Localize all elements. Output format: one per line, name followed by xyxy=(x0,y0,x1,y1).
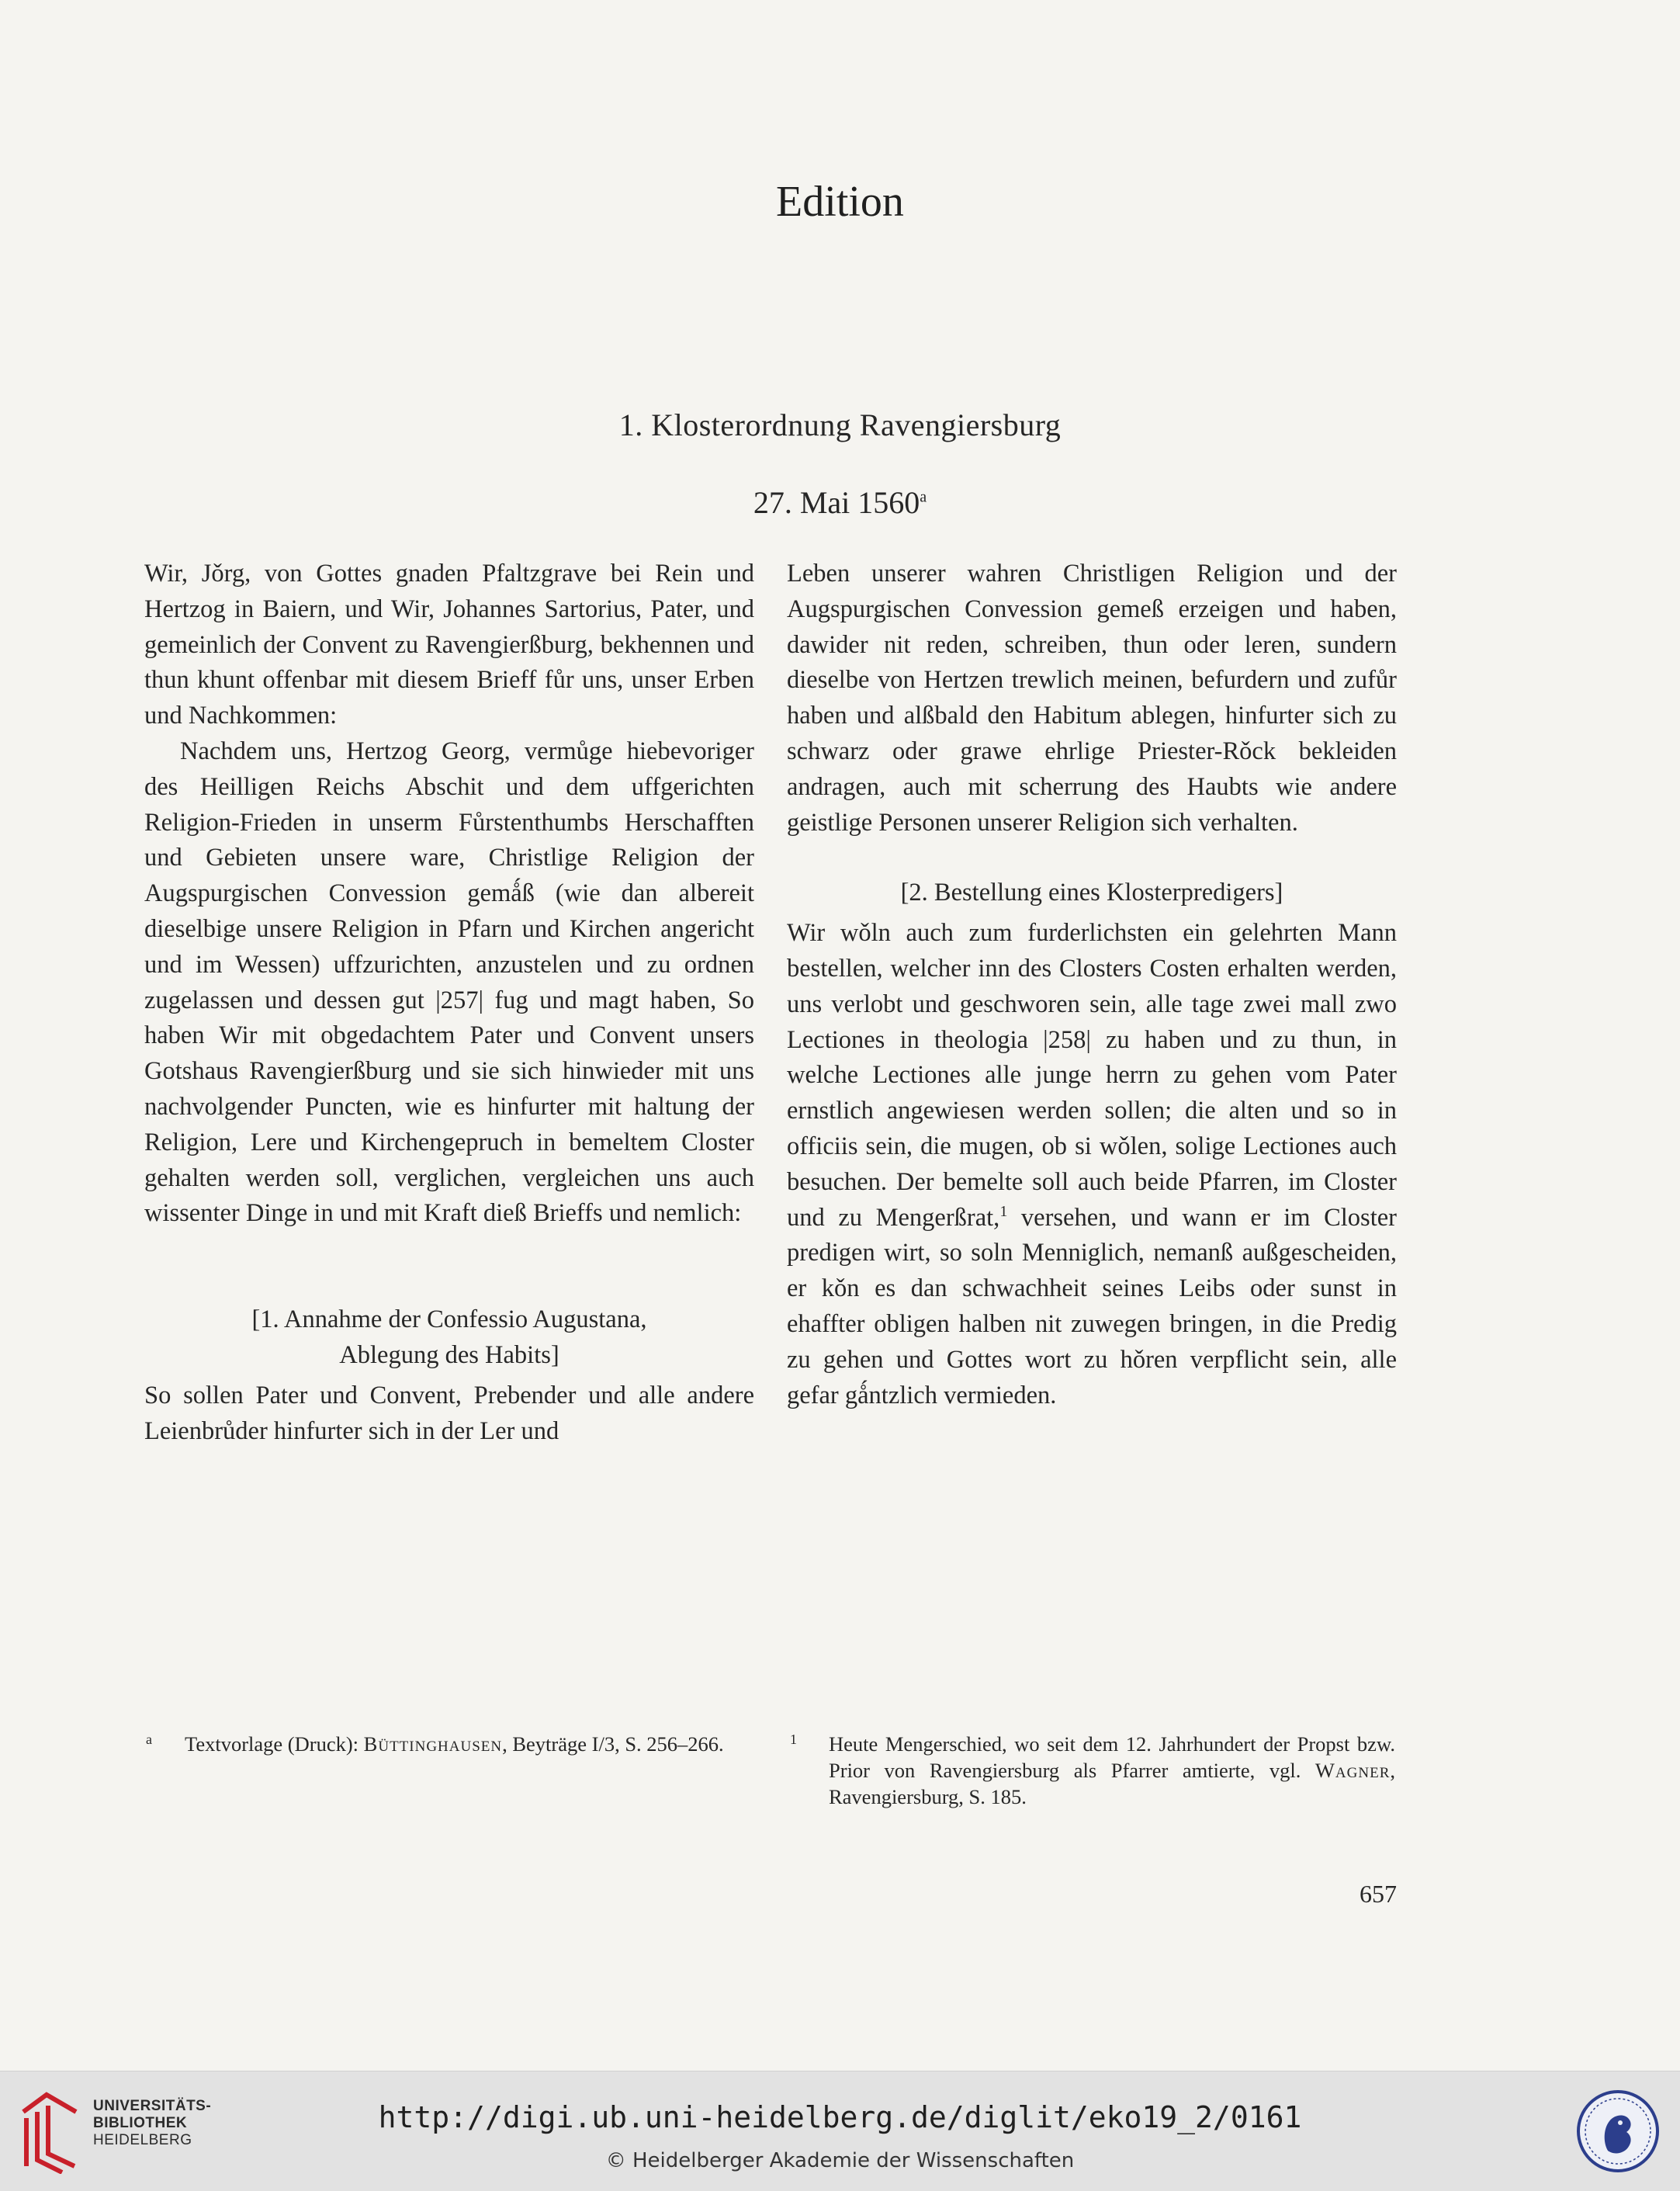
right-column xyxy=(787,556,1397,1413)
section-heading-2: [2. Bestellung eines Klosterpredigers] xyxy=(900,879,1283,907)
footnote-a xyxy=(146,1731,753,1757)
paragraph-intro: Wir, Jǒrg, von Gottes gnaden Pfaltzgrave bei Rein und Hertzog in Baiern, und Wir, Johannes Sartorius, Pater, und gemeinlich der Convent zu Ravengierßburg, bekhennen und thun khunt offenbar mit diesem Brieff fůr uns, unser Erben und Nachkommen: xyxy=(144,560,754,730)
date-text: 27. Mai 1560 xyxy=(753,485,920,520)
left-column xyxy=(144,556,754,1449)
permalink-url[interactable]: http://digi.ub.uni-heidelberg.de/diglit/eko19_2/0161 xyxy=(378,2100,1302,2134)
footnote-1-mark: 1 xyxy=(790,1732,797,1747)
footnote-a-post: , Beyträge I/3, S. 256–266. xyxy=(502,1732,724,1756)
library-name-line3: HEIDELBERG xyxy=(93,2132,192,2148)
library-name-line2: BIBLIOTHEK xyxy=(93,2115,188,2131)
paragraph-preamble: Nachdem uns, Hertzog Georg, vermůge hiebevoriger des Heilligen Reichs Abschit und dem uffgerichten Religion-Frieden in unserm Fůrstenthumbs Herschafften und Gebieten unsere ware, Christlige Religion der Augspurgischen Convession gemǻß (wie dan albereit dieselbige unsere Religion in Pfarn und Kirchen angericht und im Wessen) uffzurichten, anzustelen und zu ordnen zugelassen und dessen gut |257| fug und magt haben, So haben Wir mit obgedachtem Pater und Convent unsers Gotshaus Ravengierßburg und sie sich hinwieder mit uns nachvolgender Puncten, wie es hinfurter mit haltung der Religion, Lere und Kirchengepruch in bemeltem Closter gehalten werden soll, verglichen, vergleichen uns auch wissenter Dinge in und mit Kraft dieß Brieffs und nemlich: xyxy=(144,737,754,1228)
footnote-a-pre: Textvorlage (Druck): xyxy=(185,1732,364,1756)
section-heading-1-line2: Ablegung des Habits] xyxy=(339,1340,559,1369)
paragraph-section-1-cont: Leben unserer wahren Christligen Religion und der Augspurgischen Convession gemeß erzeigen und haben, dawider nit reden, schreiben, thun oder leren, sundern dieselbe von Hertzen trewlich meinen, befurdern und zufůr haben und alßbald den Habitum ablegen, hinfurter sich zu schwarz oder grawe ehrlige Priester-Rǒck bekleiden andragen, auch mit scherrung des Haubts wie andere geistlige Personen unserer Religion sich verhalten. xyxy=(787,560,1397,837)
footnote-1-text xyxy=(807,1731,1395,1810)
footnote-a-text xyxy=(163,1731,753,1757)
footnote-1-author: Wagner xyxy=(1315,1759,1391,1782)
section-heading-1 xyxy=(144,1302,754,1374)
academy-seal[interactable] xyxy=(1575,2089,1661,2174)
library-name-line1: UNIVERSITÄTS- xyxy=(93,2098,212,2114)
footnote-mark-a: a xyxy=(920,488,927,506)
section-heading: Edition xyxy=(776,178,904,226)
hadw-seal-icon xyxy=(1575,2089,1661,2174)
paragraph-section-1: So sollen Pater und Convent, Prebender und alle andere Leienbrůder hinfurter sich in der Ler und xyxy=(144,1381,754,1445)
footnote-1-pre: Heute Mengerschied, wo seit dem 12. Jahrhundert der Propst bzw. Prior von Ravengiersburg als Pfarrer amtierte, vgl. xyxy=(829,1732,1395,1782)
paragraph-section-2-part1: Wir wǒln auch zum furderlichsten ein gelehrten Mann bestellen, welcher inn des Closters Costen erhalten werden, uns verlobt und geschworen sein, alle tage zwei mall zwo Lectiones in theologia |258| zu haben und zu thun, in welche Lectiones alle junge herrn zu gehen vom Pater ernstlich angewiesen werden sollen; die alten und so in officiis sein, die mugen, ob si wǒlen, solige Lectiones auch besuchen. Der bemelte soll auch beide Pfarren, im Closter und zu Mengerßrat, xyxy=(787,919,1397,1232)
document-date xyxy=(0,481,1680,525)
paragraph-section-2 xyxy=(787,916,1397,1413)
footnote-1 xyxy=(790,1731,1395,1810)
footnote-a-mark: a xyxy=(146,1732,152,1747)
paragraph-section-2-part2: versehen, und wann er im Closter predigen wirt, so soln Menniglich, nemanß außgescheiden, er kǒn es dan schwachheit seines Leibs oder sunst in ehaffter obligen halben nit zuwegen bringen, in die Predig zu gehen und Gottes wort zu hǒren verpflicht sein, alle gefar gǻntzlich vermieden. xyxy=(787,1203,1397,1409)
footnote-mark-1: 1 xyxy=(999,1202,1008,1220)
copyright-notice: © Heidelberger Akademie der Wissenschaften xyxy=(605,2149,1075,2172)
section-heading-1-line1: [1. Annahme der Confessio Augustana, xyxy=(251,1305,647,1334)
viewer-footer xyxy=(0,2071,1680,2191)
footnote-a-author: Büttinghausen xyxy=(363,1732,503,1756)
page-number: 657 xyxy=(1360,1880,1397,1908)
footnote-1-post: , Ravengiersburg, S. 185. xyxy=(829,1759,1395,1808)
document-title: 1. Klosterordnung Ravengiersburg xyxy=(618,407,1062,442)
